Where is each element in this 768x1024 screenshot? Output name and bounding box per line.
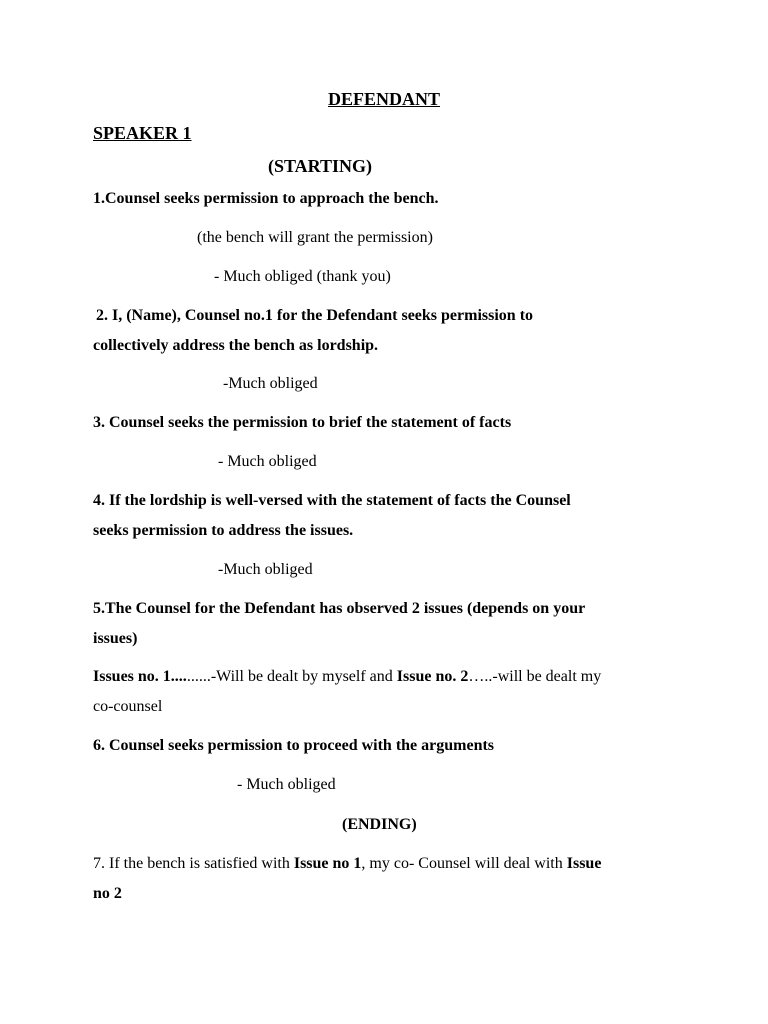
document-title: DEFENDANT bbox=[327, 89, 440, 109]
point-5-line-1: 5.The Counsel for the Defendant has observed 2 issues (depends on your bbox=[93, 600, 586, 617]
point-7-text-1: 7. If the bench is satisfied with bbox=[93, 855, 294, 872]
issues-line-2: co-counsel bbox=[93, 698, 163, 715]
point-7-line-1 bbox=[93, 854, 601, 874]
speaker-heading: SPEAKER 1 bbox=[93, 123, 192, 143]
point-7-issue-label: Issue bbox=[566, 855, 602, 872]
starting-heading: (STARTING) bbox=[268, 156, 373, 176]
point-7-issue-1: Issue no 1 bbox=[293, 855, 362, 872]
point-6-reply: - Much obliged bbox=[237, 776, 336, 793]
issue-2-text: …..-will be dealt my bbox=[468, 668, 602, 685]
point-4-line-2: seeks permission to address the issues. bbox=[93, 522, 354, 539]
point-7-text-2: , my co- Counsel will deal with bbox=[361, 855, 567, 872]
point-2-reply: -Much obliged bbox=[223, 375, 318, 392]
point-1: 1.Counsel seeks permission to approach the bench. bbox=[93, 190, 439, 207]
point-2-line-1: 2. I, (Name), Counsel no.1 for the Defendant seeks permission to bbox=[96, 307, 534, 324]
point-5-line-2: issues) bbox=[93, 630, 138, 647]
point-4-line-1: 4. If the lordship is well-versed with the statement of facts the Counsel bbox=[93, 492, 571, 509]
issue-1-text: ......-Will be dealt by myself and bbox=[186, 668, 397, 685]
point-1-reply: - Much obliged (thank you) bbox=[214, 268, 391, 285]
issues-line bbox=[93, 667, 601, 687]
issue-2-label: Issue no. 2 bbox=[396, 668, 469, 685]
point-1-note: (the bench will grant the permission) bbox=[197, 229, 433, 246]
point-6: 6. Counsel seeks permission to proceed with the arguments bbox=[93, 737, 495, 754]
ending-heading: (ENDING) bbox=[342, 816, 417, 833]
point-2-line-2: collectively address the bench as lordship. bbox=[93, 337, 379, 354]
issue-1-label: Issues no. 1.... bbox=[93, 668, 187, 685]
point-3-reply: - Much obliged bbox=[218, 453, 317, 470]
point-4-reply: -Much obliged bbox=[218, 561, 313, 578]
point-7-line-2: no 2 bbox=[93, 885, 122, 902]
point-3: 3. Counsel seeks the permission to brief the statement of facts bbox=[93, 414, 512, 431]
